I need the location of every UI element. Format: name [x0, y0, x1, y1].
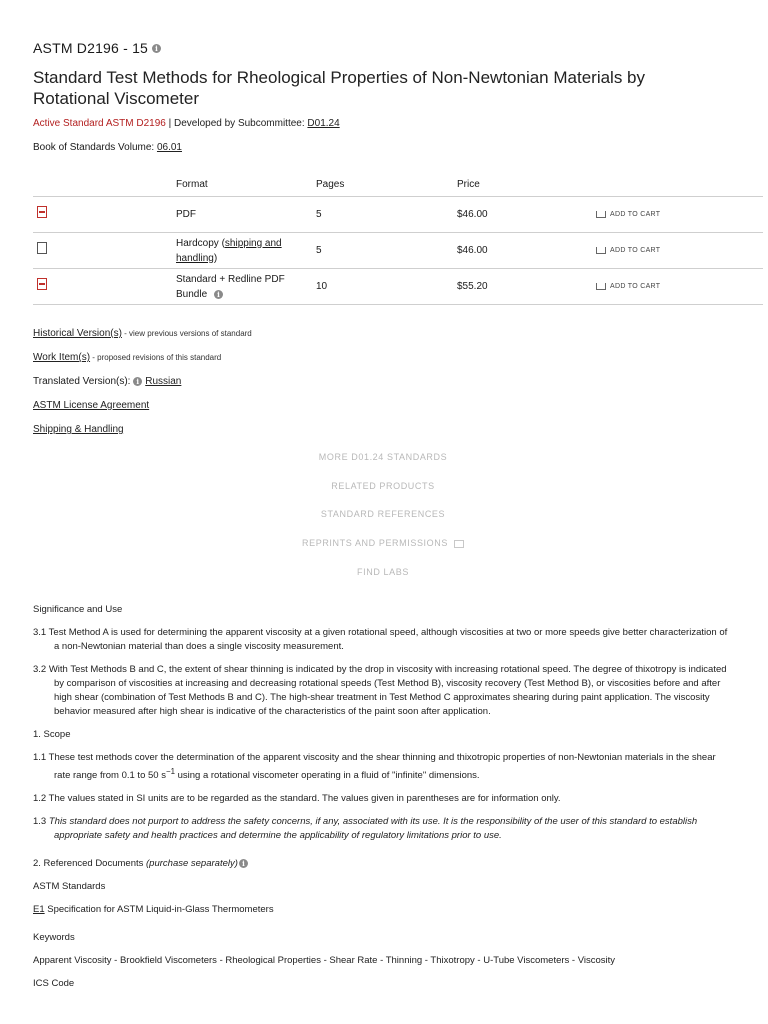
format-cell: PDF [176, 197, 316, 233]
table-row [33, 269, 763, 305]
format-prefix: Hardcopy ( [176, 237, 225, 249]
paragraph-1-1 [33, 751, 733, 783]
reference-e1 [33, 903, 733, 917]
find-labs-tab[interactable]: FIND LABS [357, 566, 409, 577]
section-nav [33, 450, 733, 593]
pages-cell: 5 [316, 197, 457, 233]
header-cart-col [596, 172, 763, 197]
table-header-row [33, 172, 763, 197]
formats-table [33, 172, 763, 305]
paragraph-3-2: 3.2 With Test Methods B and C, the extent of shear thinning is indicated by the drop in viscosity with increasing rotational speed. The degree of thixotropy is indicated by comparison of viscosities at increasing and decreasing rotational speeds (Test Method B), viscosity recovery (Test Method B), or viscosities before and after high shear (combination of Test Methods B and C). The high-shear treatment in Test Method C approximates shearing during paint application. The viscosity behavior measured after high shear is indicative of the characteristics of the paint soon after application. [33, 664, 727, 717]
paragraph-1-1-text-cont: using a rotational viscometer operating in a fluid of "infinite" dimensions. [174, 770, 480, 782]
page-title: Standard Test Methods for Rheological Properties of Non-Newtonian Materials by Rotational Viscometer [33, 68, 645, 108]
e1-title: Specification for ASTM Liquid-in-Glass Thermometers [44, 904, 274, 916]
standard-code: ASTM D2196 - 15 [33, 40, 149, 56]
paragraph-1-2: 1.2 The values stated in SI units are to be regarded as the standard. The values given in parentheses are for information only. [33, 793, 561, 805]
work-items-desc: - proposed revisions of this standard [90, 353, 222, 362]
info-icon[interactable]: i [214, 290, 223, 299]
standard-references-tab[interactable]: STANDARD REFERENCES [320, 509, 446, 520]
more-standards-tab[interactable]: MORE D01.24 STANDARDS [318, 452, 448, 462]
volume-link[interactable]: 06.01 [156, 142, 182, 153]
russian-link[interactable]: Russian [145, 376, 182, 387]
referenced-docs-heading [33, 857, 733, 871]
referenced-docs-title: 2. Referenced Documents [33, 858, 147, 870]
status-separator: | [165, 118, 175, 129]
info-icon[interactable]: i [152, 44, 161, 53]
table-row [33, 197, 763, 233]
status-line [33, 118, 340, 129]
e1-link[interactable]: E1 [33, 904, 45, 916]
standard-code-heading [33, 40, 161, 56]
pdf-icon [37, 278, 47, 290]
historical-versions-desc: - view previous versions of standard [121, 329, 252, 338]
shipping-handling-page-link[interactable]: Shipping & Handling [33, 424, 124, 435]
header-price: Price [457, 172, 596, 197]
historical-versions-row [33, 328, 252, 352]
cart-icon [596, 283, 606, 290]
developed-by-label: Developed by Subcommittee: [174, 118, 308, 129]
header-icon-col [33, 172, 176, 197]
format-text: Standard + Redline PDF Bundle [176, 273, 285, 300]
standard-body [33, 603, 733, 1000]
subcommittee-link[interactable]: D01.24 [307, 118, 340, 129]
add-to-cart-button[interactable] [596, 207, 660, 222]
cart-icon [596, 247, 606, 254]
scope-heading: 1. Scope [33, 729, 71, 740]
add-to-cart-label: ADD TO CART [610, 246, 661, 254]
add-to-cart-button[interactable] [596, 279, 660, 294]
format-cell [176, 233, 316, 269]
astm-standards-heading: ASTM Standards [33, 881, 106, 893]
translated-versions-row [33, 376, 252, 400]
add-to-cart-label: ADD TO CART [610, 210, 661, 218]
header-format: Format [176, 172, 316, 197]
referenced-docs-note: (purchase separately) [146, 858, 238, 870]
historical-versions-link[interactable]: Historical Version(s) [33, 328, 122, 339]
shipping-row [33, 424, 252, 448]
keywords-list: Apparent Viscosity - Brookfield Viscometers - Rheological Properties - Shear Rate - Thinning - Thixotropy - U-Tube Viscometers - Viscosity [33, 955, 616, 967]
work-items-row [33, 352, 252, 376]
document-icon [37, 242, 47, 254]
price-cell: $46.00 [457, 197, 596, 233]
paragraph-1-3-num: 1.3 [33, 816, 49, 828]
pdf-icon [37, 206, 47, 218]
active-standard-label: Active Standard ASTM D2196 [33, 118, 166, 129]
superscript: −1 [165, 767, 175, 776]
related-products-tab[interactable]: RELATED PRODUCTS [331, 480, 435, 491]
keywords-heading: Keywords [33, 932, 75, 944]
license-row [33, 400, 252, 424]
paragraph-3-1: 3.1 Test Method A is used for determining the apparent viscosity at a given rotational speed, although viscosities at two or more speeds give better characterization of a non-Newtonian material than does a single viscosity measurement. [33, 627, 728, 652]
translated-versions-label: Translated Version(s): [33, 376, 134, 387]
format-cell [176, 269, 316, 305]
info-icon[interactable]: i [133, 377, 142, 386]
paragraph-1-3-text: This standard does not purport to address the safety concerns, if any, associated with its use. It is the responsibility of the user of this standard to establish appropriate safety and health practices and determine the applicability of regulatory limitations prior to use. [48, 816, 698, 842]
pages-cell: 10 [316, 269, 457, 305]
ics-code-heading: ICS Code [33, 978, 75, 990]
significance-heading: Significance and Use [33, 604, 123, 615]
paragraph-1-1-text: 1.1 These test methods cover the determination of the apparent viscosity and the shear thinning and thixotropic properties of non-Newtonian materials in the shear rate range from 0.1 to 50 s [33, 752, 716, 782]
volume-label: Book of Standards Volume: [33, 142, 157, 153]
reprints-permissions-tab[interactable] [33, 536, 733, 565]
add-to-cart-button[interactable] [596, 243, 660, 258]
header-pages: Pages [316, 172, 457, 197]
shipping-handling-link[interactable]: shipping and handling [176, 237, 282, 264]
price-cell: $55.20 [457, 269, 596, 305]
reprints-permissions-label: REPRINTS AND PERMISSIONS [302, 538, 448, 549]
paragraph-1-3 [33, 815, 733, 843]
work-items-link[interactable]: Work Item(s) [33, 352, 91, 363]
cart-icon [596, 211, 606, 218]
format-suffix: ) [213, 252, 218, 264]
price-cell: $46.00 [457, 233, 596, 269]
pages-cell: 5 [316, 233, 457, 269]
book-of-standards-line [33, 142, 182, 153]
table-row [33, 233, 763, 269]
license-agreement-link[interactable]: ASTM License Agreement [33, 400, 150, 411]
related-links [33, 328, 252, 448]
add-to-cart-label: ADD TO CART [610, 282, 661, 290]
info-icon[interactable]: i [239, 859, 248, 868]
external-link-icon [454, 540, 464, 548]
